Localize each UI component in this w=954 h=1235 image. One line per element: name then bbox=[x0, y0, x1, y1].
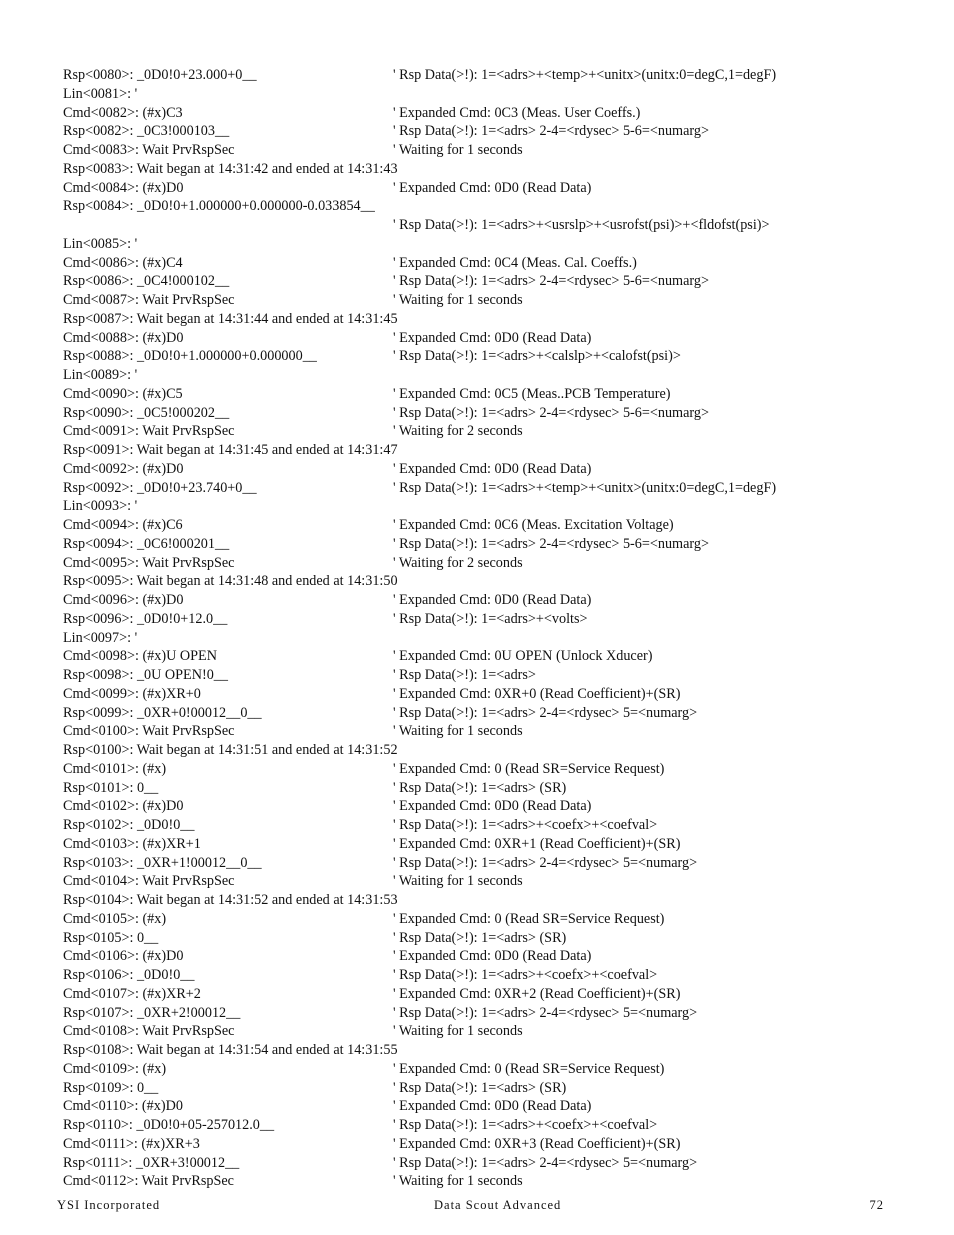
log-comment: ' Waiting for 1 seconds bbox=[393, 873, 523, 890]
log-line bbox=[63, 1154, 903, 1173]
log-entry: Cmd<0110>: (#x)D0 bbox=[63, 1098, 183, 1115]
log-entry: Rsp<0108>: Wait began at 14:31:54 and ended at 14:31:55 bbox=[63, 1042, 398, 1058]
log-line bbox=[63, 1172, 903, 1191]
log-entry: Cmd<0101>: (#x) bbox=[63, 760, 167, 777]
log-line bbox=[63, 1004, 903, 1023]
log-line bbox=[63, 422, 903, 441]
log-line bbox=[63, 497, 903, 516]
log-comment: ' Expanded Cmd: 0XR+1 (Read Coefficient)+(SR) bbox=[393, 835, 681, 852]
log-line bbox=[63, 1022, 903, 1041]
log-comment: ' Waiting for 2 seconds bbox=[393, 554, 523, 571]
log-entry: Cmd<0100>: Wait PrvRspSec bbox=[63, 723, 235, 740]
log-comment: ' Expanded Cmd: 0D0 (Read Data) bbox=[393, 948, 592, 965]
log-line bbox=[63, 254, 903, 273]
log-comment: ' Rsp Data(>!): 1=<adrs> 2-4=<rdysec> 5=<numarg> bbox=[393, 1154, 698, 1171]
log-comment: ' Rsp Data(>!): 1=<adrs>+<usrslp>+<usrofst(psi)>+<fldofst(psi)> bbox=[393, 217, 770, 233]
log-entry: Rsp<0080>: _0D0!0+23.000+0__ bbox=[63, 67, 257, 83]
log-comment: ' Expanded Cmd: 0XR+2 (Read Coefficient)+(SR) bbox=[393, 985, 681, 1002]
log-line bbox=[63, 516, 903, 535]
log-comment: ' Rsp Data(>!): 1=<adrs> (SR) bbox=[393, 929, 567, 946]
log-comment: ' Waiting for 1 seconds bbox=[393, 292, 523, 308]
log-line bbox=[63, 122, 903, 141]
log-comment: ' Waiting for 1 seconds bbox=[393, 142, 523, 158]
log-entry: Rsp<0098>: _0U OPEN!0__ bbox=[63, 667, 228, 683]
log-line bbox=[63, 554, 903, 573]
log-comment: ' Expanded Cmd: 0C3 (Meas. User Coeffs.) bbox=[393, 104, 641, 121]
log-comment: ' Rsp Data(>!): 1=<adrs>+<temp>+<unitx>(unitx:0=degC,1=degF) bbox=[393, 67, 777, 83]
log-comment: ' Rsp Data(>!): 1=<adrs> 2-4=<rdysec> 5=<numarg> bbox=[393, 704, 698, 721]
log-line bbox=[63, 66, 903, 85]
log-line bbox=[63, 441, 903, 460]
log-comment: ' Rsp Data(>!): 1=<adrs> 2-4=<rdysec> 5-6=<numarg> bbox=[393, 404, 709, 421]
log-line bbox=[63, 666, 903, 685]
log-line bbox=[63, 235, 903, 254]
log-line bbox=[63, 891, 903, 910]
log-line bbox=[63, 685, 903, 704]
log-comment: ' Rsp Data(>!): 1=<adrs> 2-4=<rdysec> 5-6=<numarg> bbox=[393, 123, 709, 140]
log-comment: ' Expanded Cmd: 0 (Read SR=Service Request) bbox=[393, 1060, 665, 1077]
log-entry: Cmd<0105>: (#x) bbox=[63, 910, 167, 927]
log-comment: ' Expanded Cmd: 0D0 (Read Data) bbox=[393, 460, 592, 477]
log-line bbox=[63, 460, 903, 479]
log-line bbox=[63, 854, 903, 873]
log-entry: Cmd<0094>: (#x)C6 bbox=[63, 517, 183, 533]
log-comment: ' Rsp Data(>!): 1=<adrs>+<coefx>+<coefval> bbox=[393, 967, 658, 983]
log-comment: ' Expanded Cmd: 0U OPEN (Unlock Xducer) bbox=[393, 648, 653, 665]
log-entry: Cmd<0082>: (#x)C3 bbox=[63, 104, 183, 121]
log-line bbox=[63, 404, 903, 423]
log-line bbox=[63, 141, 903, 160]
log-comment: ' Rsp Data(>!): 1=<adrs>+<volts> bbox=[393, 610, 588, 627]
log-entry: Rsp<0092>: _0D0!0+23.740+0__ bbox=[63, 479, 257, 496]
log-comment: ' Expanded Cmd: 0XR+0 (Read Coefficient)+(SR) bbox=[393, 685, 681, 702]
log-line bbox=[63, 197, 903, 216]
log-entry: Cmd<0107>: (#x)XR+2 bbox=[63, 985, 201, 1002]
log-entry: Lin<0081>: ' bbox=[63, 85, 138, 102]
log-entry: Cmd<0106>: (#x)D0 bbox=[63, 948, 184, 965]
log-entry: Rsp<0091>: Wait began at 14:31:45 and ended at 14:31:47 bbox=[63, 442, 398, 458]
log-entry: Lin<0089>: ' bbox=[63, 367, 138, 383]
log-entry: Rsp<0103>: _0XR+1!00012__0__ bbox=[63, 854, 262, 871]
log-entry: Rsp<0087>: Wait began at 14:31:44 and ended at 14:31:45 bbox=[63, 310, 398, 327]
log-entry: Rsp<0109>: 0__ bbox=[63, 1079, 159, 1096]
log-line bbox=[63, 160, 903, 179]
log-entry: Cmd<0088>: (#x)D0 bbox=[63, 329, 184, 346]
log-entry: Cmd<0103>: (#x)XR+1 bbox=[63, 835, 201, 852]
log-comment: ' Rsp Data(>!): 1=<adrs> bbox=[393, 667, 536, 683]
log-line bbox=[63, 1097, 903, 1116]
log-entry: Cmd<0084>: (#x)D0 bbox=[63, 179, 184, 196]
log-line bbox=[63, 572, 903, 591]
log-line bbox=[63, 704, 903, 723]
log-line bbox=[63, 629, 903, 648]
log-comment: ' Expanded Cmd: 0D0 (Read Data) bbox=[393, 329, 592, 346]
log-line bbox=[63, 1079, 903, 1098]
log-comment: ' Rsp Data(>!): 1=<adrs>+<coefx>+<coefval> bbox=[393, 817, 658, 833]
log-line bbox=[63, 1135, 903, 1154]
log-entry: Rsp<0083>: Wait began at 14:31:42 and ended at 14:31:43 bbox=[63, 160, 398, 177]
log-comment: ' Waiting for 1 seconds bbox=[393, 723, 523, 740]
log-line bbox=[63, 591, 903, 610]
footer-company: YSI Incorporated bbox=[57, 1198, 161, 1212]
log-entry: Rsp<0105>: 0__ bbox=[63, 929, 159, 946]
log-entry: Rsp<0090>: _0C5!000202__ bbox=[63, 404, 230, 421]
log-line bbox=[63, 104, 903, 123]
log-comment: ' Expanded Cmd: 0 (Read SR=Service Request) bbox=[393, 910, 665, 927]
log-line bbox=[63, 479, 903, 498]
log-line bbox=[63, 929, 903, 948]
log-entry: Rsp<0095>: Wait began at 14:31:48 and ended at 14:31:50 bbox=[63, 573, 398, 590]
footer-product: Data Scout Advanced bbox=[434, 1198, 562, 1212]
log-line bbox=[63, 966, 903, 985]
log-line bbox=[63, 610, 903, 629]
log-line bbox=[63, 310, 903, 329]
log-entry: Cmd<0099>: (#x)XR+0 bbox=[63, 685, 201, 702]
log-line bbox=[63, 872, 903, 891]
log-entry: Cmd<0104>: Wait PrvRspSec bbox=[63, 873, 235, 890]
log-line bbox=[63, 216, 903, 235]
log-comment: ' Rsp Data(>!): 1=<adrs> (SR) bbox=[393, 1079, 567, 1096]
log-line bbox=[63, 291, 903, 310]
log-entry: Rsp<0082>: _0C3!000103__ bbox=[63, 123, 230, 140]
log-line bbox=[63, 347, 903, 366]
log-comment: ' Waiting for 1 seconds bbox=[393, 1023, 523, 1040]
log-comment: ' Rsp Data(>!): 1=<adrs>+<calslp>+<calofst(psi)> bbox=[393, 348, 681, 365]
log-entry: Rsp<0099>: _0XR+0!00012__0__ bbox=[63, 704, 262, 721]
log-line bbox=[63, 947, 903, 966]
page-footer bbox=[0, 1198, 954, 1218]
log-line bbox=[63, 910, 903, 929]
log-entry: Cmd<0083>: Wait PrvRspSec bbox=[63, 142, 235, 158]
log-entry: Rsp<0094>: _0C6!000201__ bbox=[63, 535, 230, 552]
log-comment: ' Expanded Cmd: 0D0 (Read Data) bbox=[393, 1098, 592, 1115]
log-line bbox=[63, 366, 903, 385]
log-entry: Lin<0093>: ' bbox=[63, 498, 138, 515]
log-line bbox=[63, 179, 903, 198]
log-entry: Rsp<0110>: _0D0!0+05-257012.0__ bbox=[63, 1117, 275, 1133]
log-entry: Cmd<0109>: (#x) bbox=[63, 1060, 167, 1077]
log-entry: Cmd<0095>: Wait PrvRspSec bbox=[63, 554, 235, 571]
log-entry: Cmd<0096>: (#x)D0 bbox=[63, 592, 184, 608]
log-line bbox=[63, 647, 903, 666]
log-entry: Cmd<0102>: (#x)D0 bbox=[63, 798, 184, 815]
log-entry: Cmd<0098>: (#x)U OPEN bbox=[63, 648, 217, 665]
log-line bbox=[63, 985, 903, 1004]
log-line bbox=[63, 779, 903, 798]
log-comment: ' Expanded Cmd: 0C6 (Meas. Excitation Voltage) bbox=[393, 517, 674, 533]
log-line bbox=[63, 85, 903, 104]
log-entry: Cmd<0087>: Wait PrvRspSec bbox=[63, 292, 235, 308]
log-entry: Cmd<0112>: Wait PrvRspSec bbox=[63, 1173, 234, 1190]
log-entry: Rsp<0102>: _0D0!0__ bbox=[63, 817, 195, 833]
log-comment: ' Expanded Cmd: 0D0 (Read Data) bbox=[393, 179, 592, 196]
log-entry: Rsp<0111>: _0XR+3!00012__ bbox=[63, 1154, 240, 1171]
log-entry: Rsp<0107>: _0XR+2!00012__ bbox=[63, 1004, 241, 1021]
log-entry: Rsp<0084>: _0D0!0+1.000000+0.000000-0.033854__ bbox=[63, 198, 375, 215]
log-comment: ' Rsp Data(>!): 1=<adrs> 2-4=<rdysec> 5=<numarg> bbox=[393, 854, 698, 871]
log-comment: ' Rsp Data(>!): 1=<adrs> 2-4=<rdysec> 5-6=<numarg> bbox=[393, 273, 709, 290]
log-entry: Rsp<0096>: _0D0!0+12.0__ bbox=[63, 610, 228, 627]
log-entry: Lin<0085>: ' bbox=[63, 235, 138, 252]
log-entry: Cmd<0108>: Wait PrvRspSec bbox=[63, 1023, 235, 1040]
log-line bbox=[63, 1041, 903, 1060]
log-entry: Cmd<0091>: Wait PrvRspSec bbox=[63, 423, 235, 440]
log-comment: ' Expanded Cmd: 0XR+3 (Read Coefficient)+(SR) bbox=[393, 1135, 681, 1152]
log-comment: ' Rsp Data(>!): 1=<adrs>+<coefx>+<coefval> bbox=[393, 1117, 658, 1133]
log-comment: ' Rsp Data(>!): 1=<adrs> (SR) bbox=[393, 779, 567, 796]
log-line bbox=[63, 1060, 903, 1079]
log-comment: ' Expanded Cmd: 0 (Read SR=Service Request) bbox=[393, 760, 665, 777]
log-line bbox=[63, 760, 903, 779]
log-comment: ' Rsp Data(>!): 1=<adrs>+<temp>+<unitx>(unitx:0=degC,1=degF) bbox=[393, 479, 777, 496]
log-comment: ' Waiting for 2 seconds bbox=[393, 423, 523, 440]
log-comment: ' Rsp Data(>!): 1=<adrs> 2-4=<rdysec> 5=<numarg> bbox=[393, 1004, 698, 1021]
log-comment: ' Expanded Cmd: 0C5 (Meas..PCB Temperature) bbox=[393, 385, 671, 402]
log-entry: Rsp<0101>: 0__ bbox=[63, 779, 159, 796]
footer-page-number: 72 bbox=[869, 1198, 884, 1212]
log-line bbox=[63, 816, 903, 835]
log-line bbox=[63, 385, 903, 404]
log-comment: ' Rsp Data(>!): 1=<adrs> 2-4=<rdysec> 5-6=<numarg> bbox=[393, 535, 709, 552]
log-entry: Cmd<0111>: (#x)XR+3 bbox=[63, 1135, 200, 1152]
log-entry: Rsp<0104>: Wait began at 14:31:52 and ended at 14:31:53 bbox=[63, 892, 398, 908]
log-comment: ' Expanded Cmd: 0D0 (Read Data) bbox=[393, 798, 592, 815]
log-line bbox=[63, 1116, 903, 1135]
log-line bbox=[63, 722, 903, 741]
log-entry: Cmd<0092>: (#x)D0 bbox=[63, 460, 184, 477]
log-comment: ' Expanded Cmd: 0C4 (Meas. Cal. Coeffs.) bbox=[393, 254, 637, 271]
log-entry: Cmd<0090>: (#x)C5 bbox=[63, 385, 183, 402]
log-line bbox=[63, 741, 903, 760]
log-line bbox=[63, 535, 903, 554]
log-comment: ' Expanded Cmd: 0D0 (Read Data) bbox=[393, 592, 592, 608]
log-line bbox=[63, 272, 903, 291]
log-entry: Rsp<0106>: _0D0!0__ bbox=[63, 967, 195, 983]
log-entry: Cmd<0086>: (#x)C4 bbox=[63, 254, 183, 271]
log-comment: ' Waiting for 1 seconds bbox=[393, 1173, 523, 1190]
log-line bbox=[63, 835, 903, 854]
log-entry: Rsp<0088>: _0D0!0+1.000000+0.000000__ bbox=[63, 348, 317, 365]
log-line bbox=[63, 329, 903, 348]
log-entry: Rsp<0100>: Wait began at 14:31:51 and ended at 14:31:52 bbox=[63, 742, 398, 758]
log-entry: Rsp<0086>: _0C4!000102__ bbox=[63, 273, 230, 290]
log-listing bbox=[63, 66, 903, 1191]
log-entry: Lin<0097>: ' bbox=[63, 629, 138, 646]
log-line bbox=[63, 797, 903, 816]
